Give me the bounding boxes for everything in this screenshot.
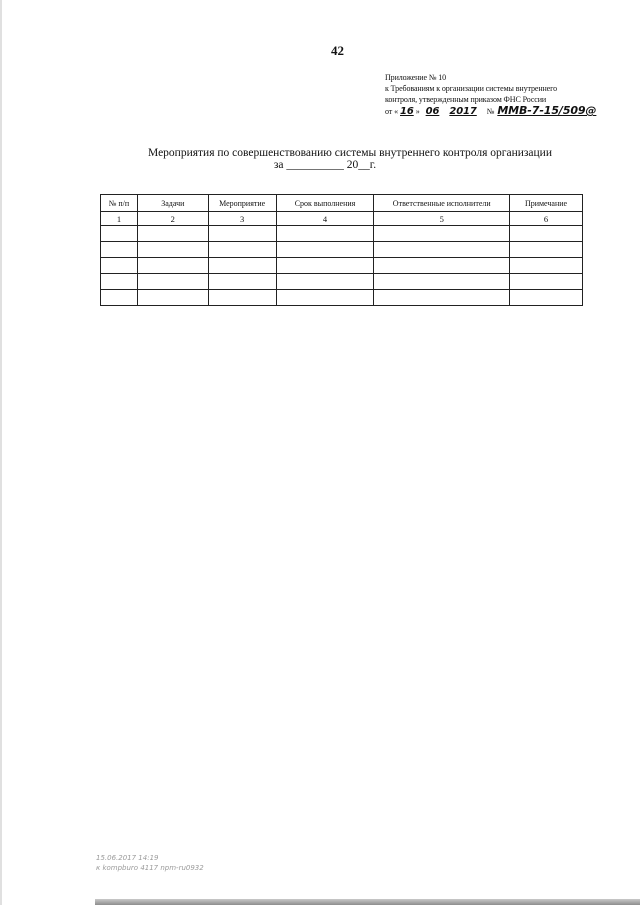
col-header-number: № п/п	[101, 195, 138, 212]
empty-cell	[208, 290, 276, 306]
measures-table	[100, 194, 583, 306]
scan-edge	[0, 0, 2, 905]
empty-cell	[510, 258, 583, 274]
scan-bottom-edge	[95, 899, 640, 905]
date-mid: »	[415, 107, 420, 116]
empty-cell	[137, 258, 208, 274]
empty-cell	[510, 274, 583, 290]
empty-cell	[101, 274, 138, 290]
empty-cell	[374, 274, 510, 290]
col-header-note: Примечание	[510, 195, 583, 212]
empty-cell	[101, 226, 138, 242]
empty-cell	[208, 274, 276, 290]
table-row	[101, 274, 583, 290]
empty-cell	[374, 242, 510, 258]
appendix-order: контроля, утвержденным приказом ФНС России	[385, 95, 547, 104]
empty-cell	[137, 274, 208, 290]
empty-cell	[276, 274, 374, 290]
empty-cell	[510, 242, 583, 258]
number-prefix: №	[486, 107, 495, 116]
empty-cell	[276, 258, 374, 274]
table-row	[101, 290, 583, 306]
empty-cell	[101, 290, 138, 306]
column-number: 6	[510, 212, 583, 226]
empty-cell	[374, 290, 510, 306]
empty-cell	[374, 258, 510, 274]
col-header-tasks: Задачи	[137, 195, 208, 212]
empty-cell	[276, 290, 374, 306]
empty-cell	[276, 226, 374, 242]
empty-cell	[101, 242, 138, 258]
print-stamp-source: к kompburo 4117 npm-ru0932	[96, 864, 204, 872]
empty-cell	[374, 226, 510, 242]
empty-cell	[208, 226, 276, 242]
column-number: 5	[374, 212, 510, 226]
handwritten-order-number: ММВ-7-15/509@	[497, 104, 597, 117]
date-prefix: от «	[385, 107, 398, 116]
column-number: 1	[101, 212, 138, 226]
page-number: 42	[331, 43, 344, 58]
appendix-date-line	[385, 105, 635, 117]
document-title: Мероприятия по совершенствованию системы внутреннего контроля организации	[148, 147, 552, 159]
print-stamp-date: 15.06.2017 14:19	[96, 854, 159, 862]
empty-cell	[276, 242, 374, 258]
appendix-requirements: к Требованиям к организации системы внутреннего	[385, 84, 558, 93]
table-row	[101, 258, 583, 274]
table-header-row	[101, 195, 583, 212]
empty-cell	[137, 226, 208, 242]
column-number: 4	[276, 212, 374, 226]
empty-cell	[101, 258, 138, 274]
empty-cell	[208, 242, 276, 258]
col-header-responsible: Ответственные исполнители	[374, 195, 510, 212]
col-header-measure: Мероприятие	[208, 195, 276, 212]
column-number: 3	[208, 212, 276, 226]
empty-cell	[137, 290, 208, 306]
handwritten-month: 06	[425, 106, 440, 117]
handwritten-year: 2017	[449, 106, 477, 117]
empty-cell	[208, 258, 276, 274]
empty-cell	[137, 242, 208, 258]
col-header-deadline: Срок выполнения	[276, 195, 374, 212]
appendix-title: Приложение № 10	[385, 73, 447, 82]
document-period: за __________ 20__г.	[273, 159, 377, 171]
table-row	[101, 226, 583, 242]
column-number: 2	[137, 212, 208, 226]
empty-cell	[510, 226, 583, 242]
appendix-block	[385, 72, 635, 117]
table-row	[101, 242, 583, 258]
print-stamp	[96, 853, 204, 873]
handwritten-day: 16	[400, 106, 414, 117]
empty-cell	[510, 290, 583, 306]
table-column-numbers-row	[101, 212, 583, 226]
